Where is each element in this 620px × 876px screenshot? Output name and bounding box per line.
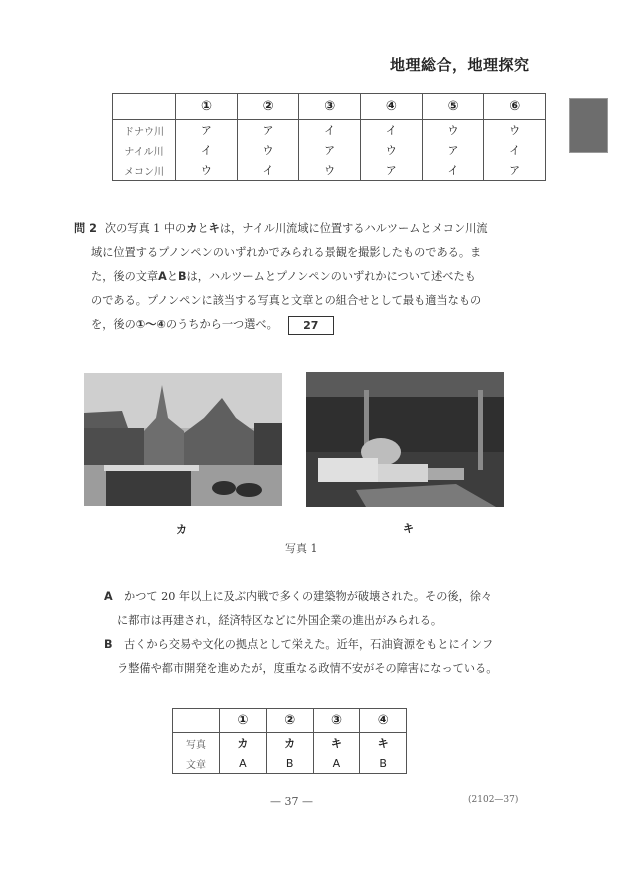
- question-text: を，後の: [91, 318, 136, 331]
- table-header-cell: ①: [176, 94, 238, 120]
- photo-ki-khartoum-mosque: [306, 372, 504, 507]
- question-text: と: [166, 270, 179, 283]
- table-row: [173, 753, 407, 774]
- exam-code: (2102—37): [468, 795, 519, 805]
- statement-a: [104, 585, 544, 633]
- table-header-cell: [173, 709, 220, 733]
- subject-header: 地理総合，地理探究: [390, 56, 530, 74]
- photo-label-ka: カ: [176, 523, 187, 536]
- photo-caption: 写真 1: [285, 542, 318, 555]
- row-label: メコン川: [113, 160, 176, 181]
- table-row: [113, 160, 546, 181]
- question-number: 問 2: [74, 222, 97, 235]
- row-label: ドナウ川: [113, 120, 176, 141]
- table-cell: ウ: [484, 120, 546, 141]
- table-header-cell: ⑥: [484, 94, 546, 120]
- table-cell: イ: [176, 140, 238, 160]
- row-label: 文章: [173, 753, 220, 774]
- table-cell: ウ: [176, 160, 238, 181]
- row-label: ナイル川: [113, 140, 176, 160]
- photo-ka-phnom-penh-street: [84, 373, 282, 506]
- table-cell: カ: [266, 733, 313, 754]
- statement-text: かつて 20 年以上に及ぶ内戦で多くの建築物が破壊された。その後，徐々: [124, 590, 493, 603]
- table-cell: A: [220, 753, 267, 774]
- table-cell: B: [360, 753, 407, 774]
- river-answer-table: [112, 93, 546, 181]
- photo-ref-ka: カ: [186, 222, 198, 235]
- table-cell: ウ: [360, 140, 422, 160]
- question-text: のである。プノンペンに該当する写真と文章との組合せとして最も適当なもの: [91, 294, 482, 307]
- table-cell: イ: [484, 140, 546, 160]
- statement-line: [104, 609, 544, 633]
- question-line: [74, 265, 559, 289]
- question-text: と: [197, 222, 209, 235]
- table-cell: B: [266, 753, 313, 774]
- table-header-cell: ①: [220, 709, 267, 733]
- statement-line: [104, 585, 544, 609]
- table-header-cell: ③: [313, 709, 360, 733]
- table-cell: イ: [360, 120, 422, 141]
- question-line: [74, 289, 559, 313]
- table-cell: カ: [220, 733, 267, 754]
- table-header-cell: ④: [360, 94, 422, 120]
- table-header-cell: ②: [266, 709, 313, 733]
- statement-ref-a: A: [158, 270, 167, 283]
- statement-text: ラ整備や都市開発を進めたが，度重なる政情不安がその障害になっている。: [117, 662, 498, 675]
- statement-line: [104, 633, 544, 657]
- table-cell: イ: [237, 160, 299, 181]
- statement-text: 古くから交易や文化の拠点として栄えた。近年，石油資源をもとにインフ: [124, 638, 494, 651]
- question-line: [74, 217, 559, 241]
- question-text: た，後の文章: [91, 270, 159, 283]
- question-text: のうちから一つ選べ。: [165, 318, 278, 331]
- page-number: — 37 —: [270, 795, 313, 808]
- table-row: [173, 733, 407, 754]
- table-header-cell: ②: [237, 94, 299, 120]
- choice-range: ①～④: [135, 318, 166, 331]
- question-line: [74, 313, 559, 337]
- table-header-cell: ③: [299, 94, 361, 120]
- table-header-cell: ⑤: [422, 94, 484, 120]
- statement-line: [104, 657, 544, 681]
- side-index-tab: [569, 98, 608, 153]
- question-text: 域に位置するプノンペンのいずれかでみられる景観を撮影したものである。ま: [91, 246, 482, 259]
- statement-label-a: A: [104, 590, 113, 603]
- table-cell: ア: [360, 160, 422, 181]
- photo-ref-ki: キ: [208, 222, 220, 235]
- photo-label-ki: キ: [403, 522, 414, 535]
- statement-text: に都市は再建され，経済特区などに外国企業の進出がみられる。: [117, 614, 443, 627]
- table-cell: ア: [299, 140, 361, 160]
- table-cell: ウ: [299, 160, 361, 181]
- table-cell: A: [313, 753, 360, 774]
- table-cell: キ: [360, 733, 407, 754]
- table-cell: ア: [422, 140, 484, 160]
- question-line: [74, 241, 559, 265]
- table-cell: イ: [422, 160, 484, 181]
- statement-label-b: B: [104, 638, 113, 651]
- question-2: [74, 217, 559, 337]
- question-text: は，ハルツームとプノンペンのいずれかについて述べたも: [186, 270, 476, 283]
- table-cell: ア: [176, 120, 238, 141]
- table-cell: ウ: [237, 140, 299, 160]
- photo-ki-image: [306, 372, 504, 507]
- table-header-cell: ④: [360, 709, 407, 733]
- row-label: 写真: [173, 733, 220, 754]
- table-header-row: [173, 709, 407, 733]
- statement-ref-b: B: [178, 270, 187, 283]
- statement-b: [104, 633, 544, 681]
- table-row: [113, 140, 546, 160]
- table-cell: ア: [237, 120, 299, 141]
- photo-ka-image: [84, 373, 282, 506]
- table-cell: イ: [299, 120, 361, 141]
- table-header-row: [113, 94, 546, 120]
- answer-box[interactable]: 27: [288, 316, 334, 335]
- table-row: [113, 120, 546, 141]
- combination-answer-table: [172, 708, 407, 774]
- table-cell: ウ: [422, 120, 484, 141]
- question-text: は，ナイル川流域に位置するハルツームとメコン川流: [219, 222, 488, 235]
- table-cell: ア: [484, 160, 546, 181]
- question-text: 次の写真 1 中の: [104, 222, 187, 235]
- table-cell: キ: [313, 733, 360, 754]
- table-header-cell: [113, 94, 176, 120]
